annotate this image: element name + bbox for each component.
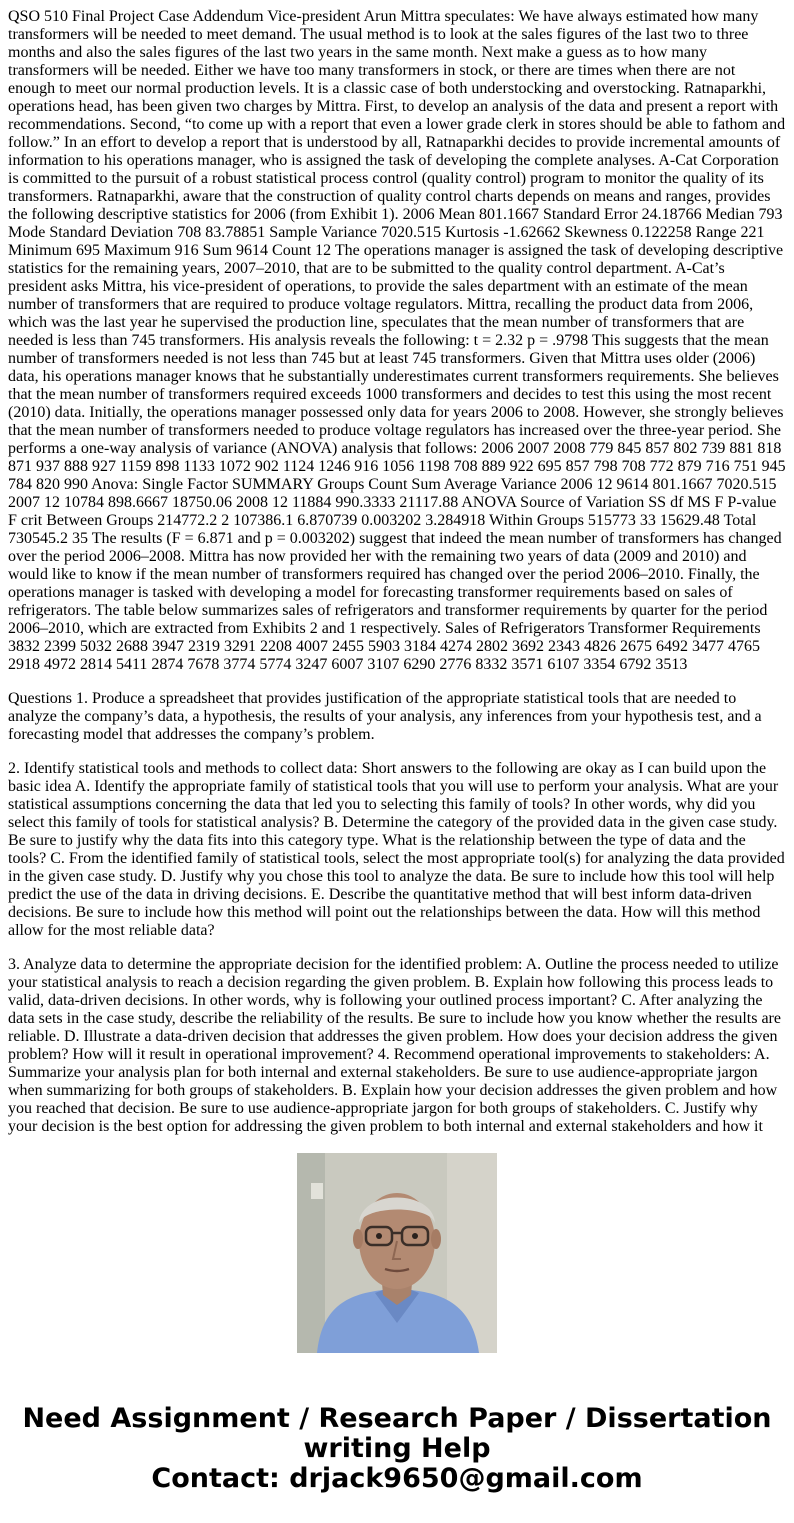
author-avatar — [297, 1153, 497, 1353]
contact-banner — [0, 1404, 794, 1494]
banner-line-2: writing Help — [303, 1433, 491, 1464]
banner-contact-email: Contact: drjack9650@gmail.com — [151, 1463, 643, 1494]
paragraph-question-3-4: 3. Analyze data to determine the appropriate decision for the identified problem: A. Outline the process needed to utilize your statistical analysis to reach a decision regarding the given problem. B. Explain how following this process leads to valid, data-driven decisions. In other words, why is following your outlined process important? C. After analyzing the data sets in the case study, describe the reliability of the results. Be sure to include how you know whether the results are reliable. D. Illustrate a data-driven decision that addresses the given problem. How does your decision address the given problem? How will it result in operational improvement? 4. Recommend operational improvements to stakeholders: A. Summarize your analysis plan for both internal and external stakeholders. Be sure to use audience-appropriate jargon when summarizing for both groups of stakeholders. B. Explain how your decision addresses the given problem and how you reached that decision. Be sure to use audience-appropriate jargon for both groups of stakeholders. C. Justify why your decision is the best option for addressing the given problem to both internal and external stakeholders and how it — [8, 956, 781, 1135]
paragraph-question-2: 2. Identify statistical tools and methods to collect data: Short answers to the following are okay as I can build upon the basic idea A. Identify the appropriate family of statistical tools that you will use to perform your analysis. What are your statistical assumptions concerning the data that led you to selecting this family of tools? In other words, why did you select this family of tools for statistical analysis? B. Determine the category of the provided data in the given case study. Be sure to justify why the data fits into this category type. What is the relationship between the type of data and the tools? C. From the identified family of statistical tools, select the most appropriate tool(s) for analyzing the data provided in the given case study. D. Justify why you chose this tool to analyze the data. Be sure to include how this tool will help predict the use of the data in driving decisions. E. Describe the quantitative method that will best inform data-driven decisions. Be sure to include how this method will point out the relationships between the data. How will this method allow for the most reliable data? — [8, 760, 785, 939]
banner-line-1: Need Assignment / Research Paper / Dissertation — [22, 1403, 772, 1434]
paragraph-case-text: QSO 510 Final Project Case Addendum Vice-president Arun Mittra speculates: We have always estimated how many transformers will be needed to meet demand. The usual method is to look at the sales figures of the last two to three months and also the sales figures of the last two years in the same month. Next make a guess as to how many transformers will be needed. Either we have too many transformers in stock, or there are times when there are not enough to meet our normal production levels. It is a classic case of both understocking and overstocking. Ratnaparkhi, operations head, has been given two charges by Mittra. First, to develop an analysis of the data and present a report with recommendations. Second, “to come up with a report that even a lower grade clerk in stores should be able to fathom and follow.” In an effort to develop a report that is understood by all, Ratnaparkhi decides to provide incremental amounts of information to his operations manager, who is assigned the task of developing the complete analyses. A-Cat Corporation is committed to the pursuit of a robust statistical process control (quality control) program to monitor the quality of its transformers. Ratnaparkhi, aware that the construction of quality control charts depends on means and ranges, provides the following descriptive statistics for 2006 (from Exhibit 1). 2006 Mean 801.1667 Standard Error 24.18766 Median 793 Mode Standard Deviation 708 83.78851 Sample Variance 7020.515 Kurtosis -1.62662 Skewness 0.122258 Range 221 Minimum 695 Maximum 916 Sum 9614 Count 12 The operations manager is assigned the task of developing descriptive statistics for the remaining years, 2007–2010, that are to be submitted to the quality control department. A-Cat’s president asks Mittra, his vice-president of operations, to provide the sales department with an estimate of the mean number of transformers that are required to produce voltage regulators. Mittra, recalling the product data from 2006, which was the last year he supervised the production line, speculates that the mean number of transformers that are needed is less than 745 transformers. His analysis reveals the following: t = 2.32 p = .9798 This suggests that the mean number of transformers needed is not less than 745 but at least 745 transformers. Given that Mittra uses older (2006) data, his operations manager knows that he substantially underestimates current transformers requirements. She believes that the mean number of transformers required exceeds 1000 transformers and decides to test this using the most recent (2010) data. Initially, the operations manager possessed only data for years 2006 to 2008. However, she strongly believes that the mean number of transformers needed to produce voltage regulators has increased over the three-year period. She performs a one-way analysis of variance (ANOVA) analysis that follows: 2006 2007 2008 779 845 857 802 739 881 818 871 937 888 927 1159 898 1133 1072 902 1124 1246 916 1056 1198 708 889 922 695 857 798 708 772 879 716 751 945 784 820 990 Anova: Single Factor SUMMARY Groups Count Sum Average Variance 2006 12 9614 801.1667 7020.515 2007 12 10784 898.6667 18750.06 2008 12 11884 990.3333 21117.88 ANOVA Source of Variation SS df MS F P-value F crit Between Groups 214772.2 2 107386.1 6.870739 0.003202 3.284918 Within Groups 515773 33 15629.48 Total 730545.2 35 The results (F = 6.871 and p = 0.003202) suggest that indeed the mean number of transformers has changed over the period 2006–2008. Mittra has now provided her with the remaining two years of data (2009 and 2010) and would like to know if the mean number of transformers required has changed over the period 2006–2010. Finally, the operations manager is tasked with developing a model for forecasting transformer requirements based on sales of refrigerators. The table below summarizes sales of refrigerators and transformer requirements by quarter for the period 2006–2010, which are extracted from Exhibits 2 and 1 respectively. Sales of Refrigerators Transformer Requirements 3832 2399 5032 2688 3947 2319 3291 2208 4007 2455 5903 3184 4274 2802 3692 2343 4826 2675 6492 3477 4765 2918 4972 2814 5411 2874 7678 3774 5774 3247 6007 3107 6290 2776 8332 3571 6107 3354 6792 3513 — [8, 8, 786, 673]
author-portrait-image — [297, 1153, 497, 1353]
article-body — [8, 8, 786, 1135]
paragraph-question-1: Questions 1. Produce a spreadsheet that provides justification of the appropriate statistical tools that are needed to analyze the company’s data, a hypothesis, the results of your analysis, any inferences from your hypothesis test, and a forecasting model that addresses the company’s problem. — [8, 690, 762, 743]
